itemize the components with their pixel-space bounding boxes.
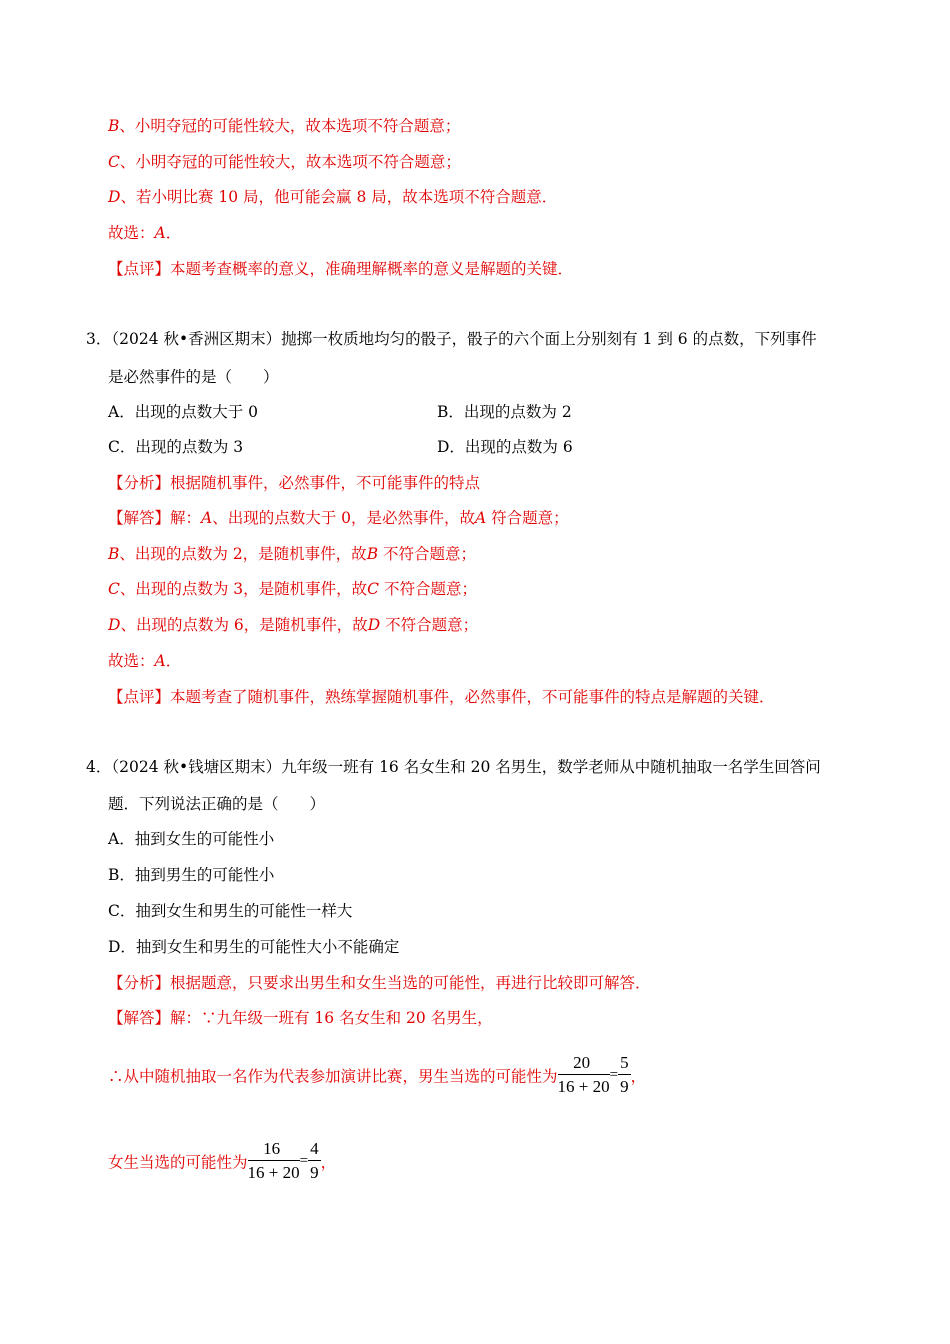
- q4-stem-line2: 题．下列说法正确的是（ ）: [108, 795, 326, 813]
- q3-option-d: D．出现的点数为 6: [437, 438, 573, 456]
- q3-option-c: C．出现的点数为 3: [108, 438, 244, 456]
- q3-stem-line2: 是必然事件的是（ ）: [108, 368, 279, 386]
- girl-probability-fraction: $\frac{16}{16 + 20}$: [247, 1139, 300, 1182]
- q3-solution-d: D、出现的点数为 6，是随机事件，故D 不符合题意；: [108, 616, 479, 634]
- q4-stem-line1: 4．（2024 秋•钱塘区期末）九年级一班有 16 名女生和 20 名男生，数学老师从中随机抽取一名学生回答问: [86, 758, 821, 776]
- q2-option-b-note: B、小明夺冠的可能性较大，故本选项不符合题意；: [108, 117, 461, 135]
- q2-comment: 【点评】本题考查概率的意义，准确理解概率的意义是解题的关键．: [108, 260, 574, 278]
- q4-analysis: 【分析】根据题意，只要求出男生和女生当选的可能性，再进行比较即可解答．: [108, 974, 651, 992]
- q3-option-a: A．出现的点数大于 0: [108, 403, 258, 421]
- q4-solution-line1: 【解答】解：∵九年级一班有 16 名女生和 20 名男生，: [108, 1009, 493, 1027]
- q4-solution-line3: 女生当选的可能性为 $\frac{16}{16 + 20}$ = $\frac{4}{9}$ ，: [108, 1138, 336, 1185]
- q2-option-d-note: D、若小明比赛 10 局，他可能会赢 8 局，故本选项不符合题意．: [108, 188, 558, 206]
- q2-answer: 故选：A．: [108, 224, 182, 242]
- girl-probability-result: $\frac{4}{9}$: [310, 1139, 319, 1182]
- q3-comment: 【点评】本题考查了随机事件，熟练掌握随机事件，必然事件，不可能事件的特点是解题的关键．: [108, 688, 775, 706]
- q3-analysis: 【分析】根据随机事件，必然事件，不可能事件的特点: [108, 474, 481, 492]
- boy-probability-fraction: $\frac{20}{16 + 20}$: [557, 1053, 610, 1096]
- q4-option-b: B．抽到男生的可能性小: [108, 866, 275, 884]
- q4-option-d: D．抽到女生和男生的可能性大小不能确定: [108, 938, 400, 956]
- q3-stem-line1: 3．（2024 秋•香洲区期末）抛掷一枚质地均匀的骰子，骰子的六个面上分别刻有 1 到 6 的点数，下列事件: [86, 330, 817, 348]
- q3-solution-b: B、出现的点数为 2，是随机事件，故B 不符合题意；: [108, 545, 477, 563]
- q3-solution-a: 【解答】解：A、出现的点数大于 0，是必然事件，故A 符合题意；: [108, 509, 569, 527]
- q2-option-c-note: C、小明夺冠的可能性较大，故本选项不符合题意；: [108, 153, 461, 171]
- q4-option-c: C．抽到女生和男生的可能性一样大: [108, 902, 353, 920]
- q3-answer: 故选：A．: [108, 652, 182, 670]
- q3-option-b: B．出现的点数为 2: [437, 403, 572, 421]
- q3-solution-c: C、出现的点数为 3，是随机事件，故C 不符合题意；: [108, 580, 477, 598]
- q4-solution-line2: ∴从中随机抽取一名作为代表参加演讲比赛，男生当选的可能性为 $\frac{20}{16 + 20}$ = $\frac{5}{9}$ ，: [108, 1052, 646, 1099]
- boy-probability-result: $\frac{5}{9}$: [620, 1053, 629, 1096]
- q4-option-a: A．抽到女生的可能性小: [108, 830, 275, 848]
